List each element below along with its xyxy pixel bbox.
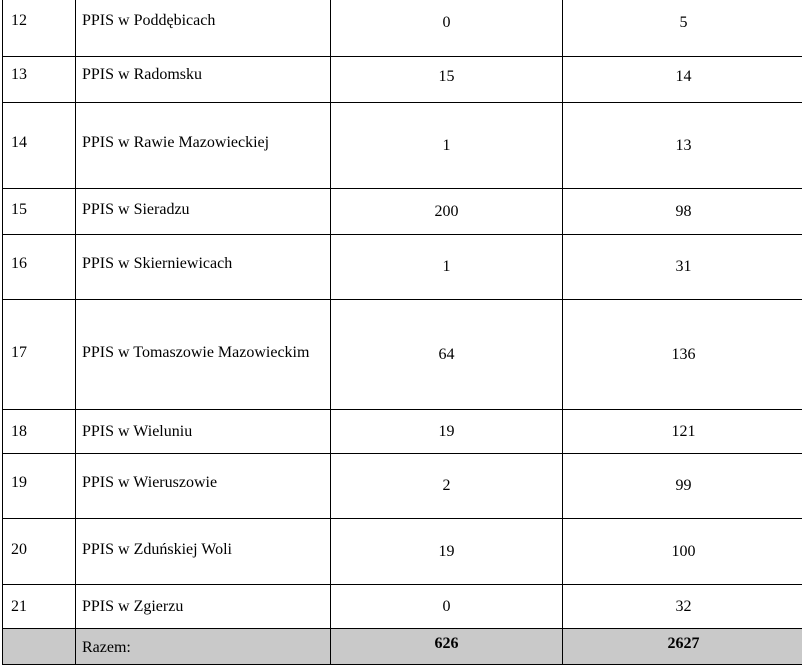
table-row xyxy=(3,103,802,189)
row-number: 17 xyxy=(3,300,76,410)
value-col-2: 31 xyxy=(563,235,802,300)
row-number: 16 xyxy=(3,235,76,300)
row-number: 14 xyxy=(3,103,76,189)
table-row xyxy=(3,410,802,454)
value-col-2: 14 xyxy=(563,57,802,103)
row-number: 13 xyxy=(3,57,76,103)
institution-name: PPIS w Wieluniu xyxy=(76,410,331,454)
institution-name: PPIS w Radomsku xyxy=(76,57,331,103)
table-row xyxy=(3,57,802,103)
institution-name: PPIS w Zduńskiej Woli xyxy=(76,519,331,585)
institution-name: PPIS w Rawie Mazowieckiej xyxy=(76,103,331,189)
institution-name: PPIS w Poddębicach xyxy=(76,0,331,57)
value-col-1: 19 xyxy=(331,519,563,585)
value-col-1: 0 xyxy=(331,0,563,57)
value-col-1: 0 xyxy=(331,585,563,629)
table-row xyxy=(3,519,802,585)
table-row xyxy=(3,189,802,235)
row-number: 19 xyxy=(3,454,76,519)
table-row xyxy=(3,0,802,57)
value-col-1: 1 xyxy=(331,103,563,189)
institution-name: PPIS w Tomaszowie Mazowieckim xyxy=(76,300,331,410)
row-number: 21 xyxy=(3,585,76,629)
value-col-2: 136 xyxy=(563,300,802,410)
institution-name: PPIS w Zgierzu xyxy=(76,585,331,629)
value-col-2: 5 xyxy=(563,0,802,57)
value-col-1: 19 xyxy=(331,410,563,454)
row-number: 18 xyxy=(3,410,76,454)
total-label: Razem: xyxy=(76,629,331,665)
total-empty-cell xyxy=(3,629,76,665)
data-table xyxy=(2,0,802,665)
value-col-2: 13 xyxy=(563,103,802,189)
institution-name: PPIS w Skierniewicach xyxy=(76,235,331,300)
value-col-1: 2 xyxy=(331,454,563,519)
value-col-1: 64 xyxy=(331,300,563,410)
row-number: 20 xyxy=(3,519,76,585)
value-col-1: 200 xyxy=(331,189,563,235)
row-number: 15 xyxy=(3,189,76,235)
table-row xyxy=(3,454,802,519)
table-row xyxy=(3,585,802,629)
row-number: 12 xyxy=(3,0,76,57)
value-col-2: 98 xyxy=(563,189,802,235)
value-col-2: 100 xyxy=(563,519,802,585)
value-col-2: 121 xyxy=(563,410,802,454)
total-value-col-1: 626 xyxy=(331,629,563,665)
value-col-1: 1 xyxy=(331,235,563,300)
institution-name: PPIS w Sieradzu xyxy=(76,189,331,235)
total-value-col-2: 2627 xyxy=(563,629,802,665)
total-row xyxy=(3,629,802,665)
value-col-1: 15 xyxy=(331,57,563,103)
institution-name: PPIS w Wieruszowie xyxy=(76,454,331,519)
value-col-2: 32 xyxy=(563,585,802,629)
table-row xyxy=(3,300,802,410)
value-col-2: 99 xyxy=(563,454,802,519)
table-row xyxy=(3,235,802,300)
